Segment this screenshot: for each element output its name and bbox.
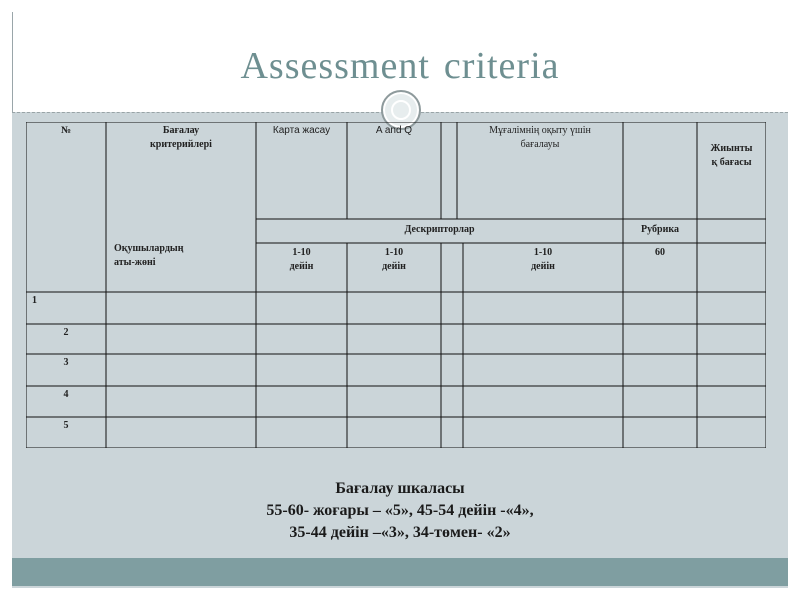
table-grid-lines: [26, 122, 766, 448]
col-header-criteria: Бағалау критерийлері: [150, 125, 212, 150]
footer-bar: [12, 558, 788, 586]
table-row-2-number: 2: [63, 327, 69, 338]
col-header-qa: A and Q: [375, 125, 413, 136]
col-header-map: Карта жасау: [272, 125, 331, 136]
grading-scale-line-1: 55-60- жоғары – «5», 45-54 дейін -«4»,: [266, 502, 534, 519]
range-map: 1-10 дейін: [289, 247, 314, 272]
assessment-table: [26, 122, 766, 448]
title-word-1: Assessment: [240, 45, 430, 87]
col-header-teacher: Мұғалімнің оқыту үшін бағалауы: [489, 125, 591, 150]
descriptors-header: Дескрипторлар: [404, 224, 475, 235]
rubric-header: Рубрика: [641, 224, 679, 235]
range-teacher: 1-10 дейін: [531, 247, 555, 272]
grading-scale-line-2: 35-44 дейін –«3», 34-төмен- «2»: [289, 524, 511, 541]
row-header-students: Оқушылардың аты-жөні: [114, 243, 184, 268]
title-word-2: criteria: [443, 45, 560, 87]
grading-scale-title: Бағалау шкаласы: [335, 480, 465, 497]
range-qa: 1-10 дейін: [382, 247, 406, 272]
col-header-total: Жиынты қ бағасы: [710, 143, 753, 168]
table-row-4-number: 4: [63, 389, 69, 400]
table-row-3-number: 3: [63, 357, 69, 368]
grading-scale: [0, 478, 800, 544]
table-row-5-number: 5: [63, 420, 69, 431]
col-header-number: №: [60, 125, 72, 136]
slide-title: [0, 44, 800, 88]
rubric-max: 60: [655, 247, 665, 258]
table-row-1-number: 1: [32, 295, 37, 306]
